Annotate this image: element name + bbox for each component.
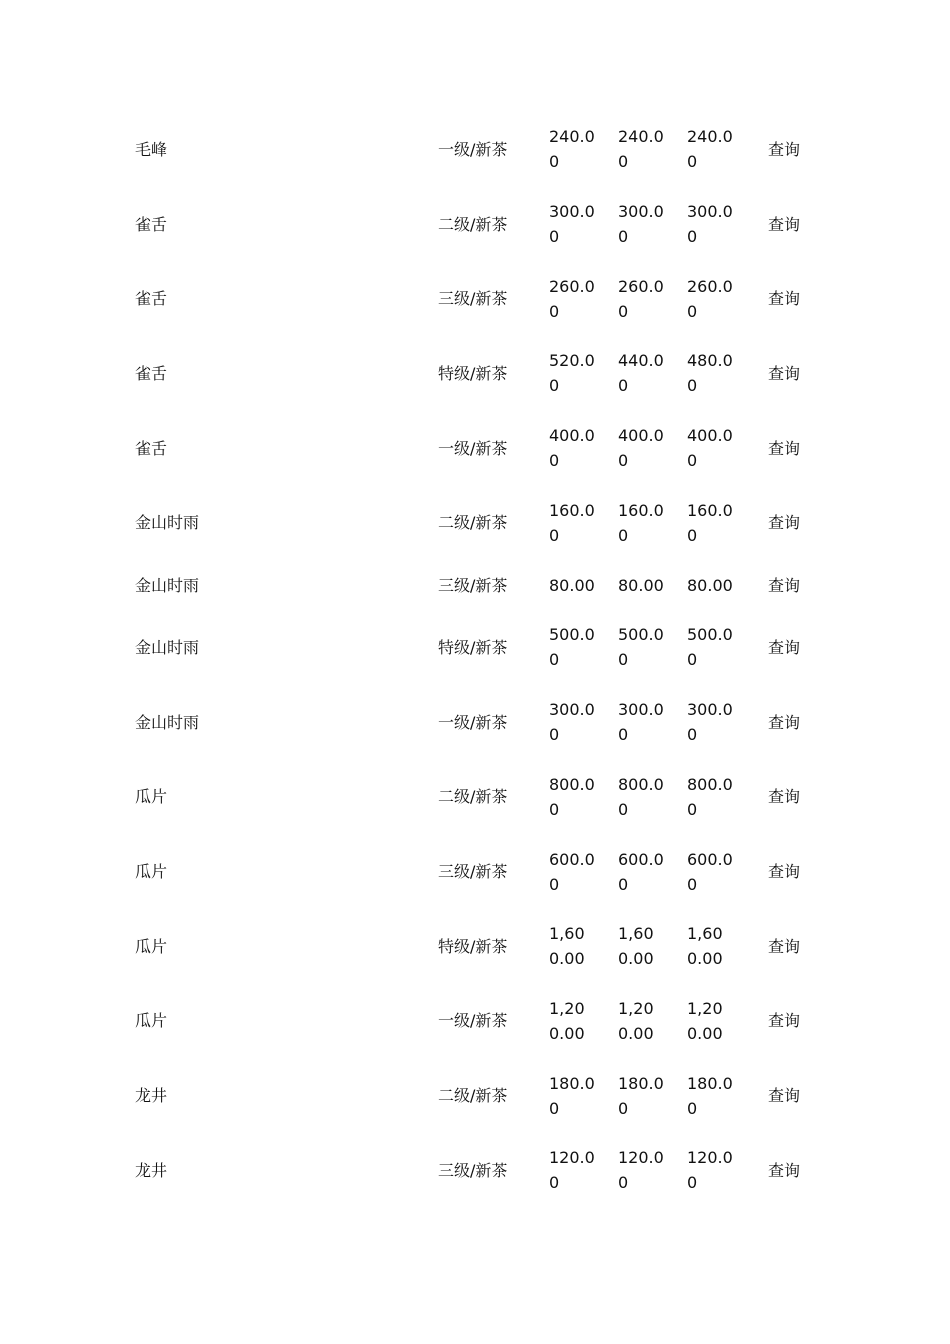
price-2: 1,200.00 <box>618 998 654 1043</box>
tea-name: 雀舌 <box>135 363 168 383</box>
tea-price-table <box>135 112 825 1208</box>
price-2: 260.00 <box>618 276 664 321</box>
table-row <box>135 560 825 610</box>
tea-grade: 特级/新茶 <box>438 363 508 383</box>
table-row <box>135 336 825 411</box>
tea-name: 雀舌 <box>135 438 168 458</box>
query-link[interactable]: 查询 <box>768 1011 801 1031</box>
price-1: 300.00 <box>549 700 595 745</box>
tea-name: 瓜片 <box>135 936 168 956</box>
tea-name: 瓜片 <box>135 787 168 807</box>
price-3: 120.00 <box>687 1148 733 1193</box>
query-link[interactable]: 查询 <box>768 438 801 458</box>
table-row <box>135 411 825 486</box>
tea-name: 雀舌 <box>135 214 168 234</box>
query-link[interactable]: 查询 <box>768 936 801 956</box>
price-3: 80.00 <box>687 575 733 595</box>
price-1: 500.00 <box>549 625 595 670</box>
price-3: 800.00 <box>687 774 733 819</box>
tea-grade: 三级/新茶 <box>438 289 508 309</box>
price-1: 180.00 <box>549 1073 595 1118</box>
price-1: 120.00 <box>549 1148 595 1193</box>
table-row <box>135 1058 825 1133</box>
price-3: 500.00 <box>687 625 733 670</box>
query-link[interactable]: 查询 <box>768 363 801 383</box>
price-1: 520.00 <box>549 351 595 396</box>
price-1: 400.00 <box>549 426 595 471</box>
price-2: 160.00 <box>618 500 664 545</box>
tea-grade: 特级/新茶 <box>438 936 508 956</box>
price-1: 300.00 <box>549 202 595 247</box>
price-2: 400.00 <box>618 426 664 471</box>
price-2: 300.00 <box>618 700 664 745</box>
price-1: 1,600.00 <box>549 924 585 969</box>
query-link[interactable]: 查询 <box>768 139 801 159</box>
table-row <box>135 112 825 187</box>
query-link[interactable]: 查询 <box>768 513 801 533</box>
price-1: 1,200.00 <box>549 998 585 1043</box>
price-2: 240.00 <box>618 127 664 172</box>
price-3: 260.00 <box>687 276 733 321</box>
price-2: 80.00 <box>618 575 664 595</box>
table-row <box>135 984 825 1059</box>
price-3: 240.00 <box>687 127 733 172</box>
tea-grade: 二级/新茶 <box>438 214 508 234</box>
table-row <box>135 760 825 835</box>
tea-name: 金山时雨 <box>135 575 200 595</box>
tea-name: 龙井 <box>135 1086 168 1106</box>
price-1: 600.00 <box>549 849 595 894</box>
query-link[interactable]: 查询 <box>768 712 801 732</box>
price-2: 120.00 <box>618 1148 664 1193</box>
tea-grade: 一级/新茶 <box>438 139 508 159</box>
query-link[interactable]: 查询 <box>768 787 801 807</box>
table-row <box>135 187 825 262</box>
table-row <box>135 685 825 760</box>
tea-grade: 特级/新茶 <box>438 637 508 657</box>
table-row <box>135 610 825 685</box>
tea-name: 金山时雨 <box>135 712 200 732</box>
price-2: 500.00 <box>618 625 664 670</box>
tea-grade: 二级/新茶 <box>438 787 508 807</box>
price-3: 600.00 <box>687 849 733 894</box>
price-1: 260.00 <box>549 276 595 321</box>
tea-grade: 一级/新茶 <box>438 438 508 458</box>
tea-name: 金山时雨 <box>135 637 200 657</box>
price-2: 600.00 <box>618 849 664 894</box>
price-1: 160.00 <box>549 500 595 545</box>
price-3: 180.00 <box>687 1073 733 1118</box>
query-link[interactable]: 查询 <box>768 575 801 595</box>
tea-grade: 一级/新茶 <box>438 1011 508 1031</box>
price-3: 300.00 <box>687 700 733 745</box>
price-1: 240.00 <box>549 127 595 172</box>
price-3: 400.00 <box>687 426 733 471</box>
query-link[interactable]: 查询 <box>768 862 801 882</box>
tea-grade: 三级/新茶 <box>438 575 508 595</box>
tea-grade: 二级/新茶 <box>438 513 508 533</box>
price-2: 180.00 <box>618 1073 664 1118</box>
tea-grade: 二级/新茶 <box>438 1086 508 1106</box>
price-2: 1,600.00 <box>618 924 654 969</box>
tea-grade: 三级/新茶 <box>438 862 508 882</box>
tea-name: 瓜片 <box>135 1011 168 1031</box>
price-3: 1,200.00 <box>687 998 723 1043</box>
price-3: 1,600.00 <box>687 924 723 969</box>
tea-name: 毛峰 <box>135 139 168 159</box>
tea-name: 瓜片 <box>135 862 168 882</box>
price-2: 440.00 <box>618 351 664 396</box>
tea-name: 龙井 <box>135 1160 168 1180</box>
tea-grade: 三级/新茶 <box>438 1160 508 1180</box>
table-row <box>135 909 825 984</box>
tea-grade: 一级/新茶 <box>438 712 508 732</box>
tea-name: 雀舌 <box>135 289 168 309</box>
price-3: 480.00 <box>687 351 733 396</box>
table-row <box>135 261 825 336</box>
query-link[interactable]: 查询 <box>768 214 801 234</box>
price-3: 160.00 <box>687 500 733 545</box>
table-row <box>135 485 825 560</box>
price-2: 300.00 <box>618 202 664 247</box>
price-1: 80.00 <box>549 575 595 595</box>
query-link[interactable]: 查询 <box>768 289 801 309</box>
query-link[interactable]: 查询 <box>768 637 801 657</box>
table-row <box>135 834 825 909</box>
query-link[interactable]: 查询 <box>768 1086 801 1106</box>
price-3: 300.00 <box>687 202 733 247</box>
tea-name: 金山时雨 <box>135 513 200 533</box>
price-2: 800.00 <box>618 774 664 819</box>
price-1: 800.00 <box>549 774 595 819</box>
query-link[interactable]: 查询 <box>768 1160 801 1180</box>
table-row <box>135 1133 825 1208</box>
